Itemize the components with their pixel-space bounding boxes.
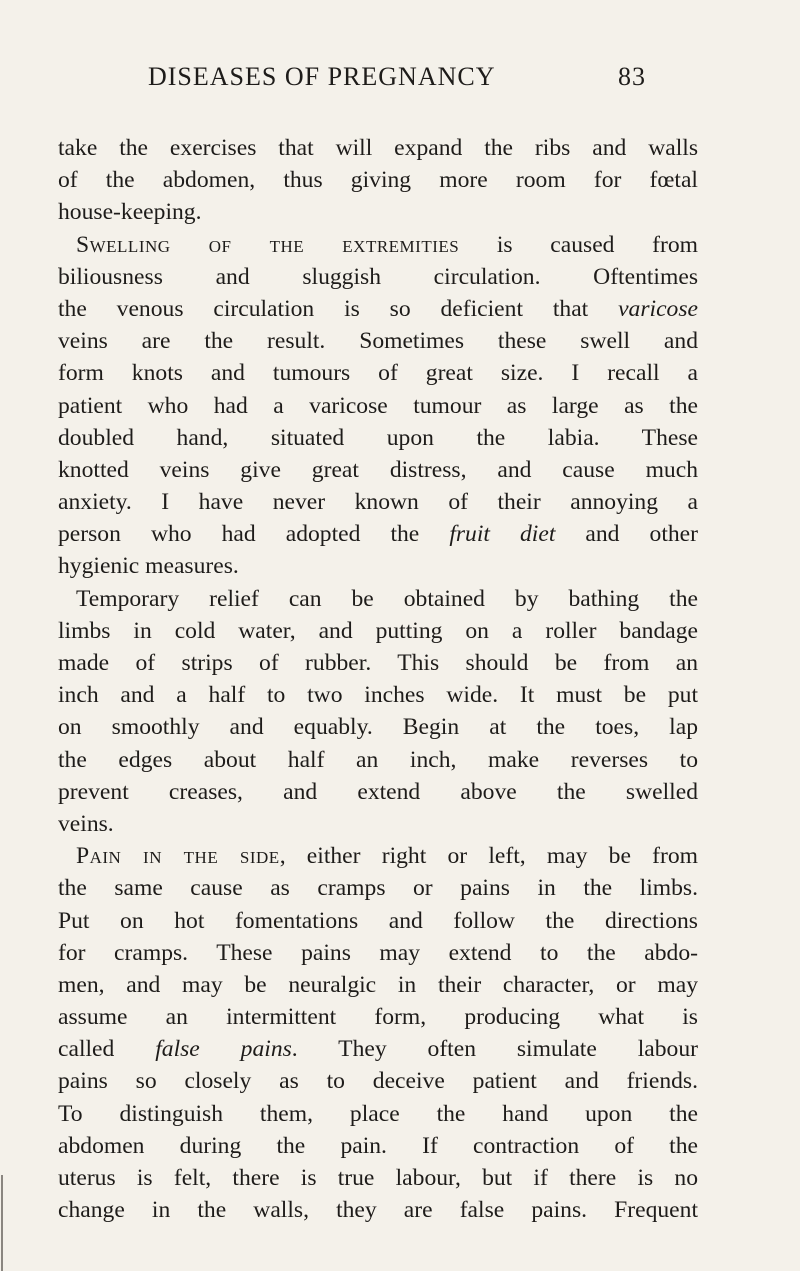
text-line: of the abdomen, thus giving more room for fœtal bbox=[58, 167, 698, 194]
text-line: biliousness and sluggish circulation. Oftentimes bbox=[58, 263, 698, 290]
text-line: abdomen during the pain. If contraction of the bbox=[58, 1132, 698, 1159]
text-line: pains so closely as to deceive patient and friends. bbox=[58, 1068, 698, 1095]
text-line: knotted veins give great distress, and cause much bbox=[58, 456, 698, 483]
text-run: . They often simulate labour bbox=[291, 1036, 698, 1063]
text-line: Temporary relief can be obtained by bathing the bbox=[76, 585, 698, 612]
text-line: anxiety. I have never known of their annoying a bbox=[58, 489, 698, 516]
text-line: take the exercises that will expand the ribs and walls bbox=[58, 135, 698, 161]
text-line: on smoothly and equably. Begin at the toes, lap bbox=[58, 714, 698, 741]
text-line bbox=[58, 840, 698, 872]
running-head-title: DISEASES OF PREGNANCY bbox=[148, 62, 496, 91]
text-line: Put on hot fomentations and follow the directions bbox=[58, 907, 698, 934]
text-line: house-keeping. bbox=[58, 199, 202, 226]
text-line: made of strips of rubber. This should be from an bbox=[58, 650, 698, 676]
text-line: veins are the result. Sometimes these swell and bbox=[58, 328, 698, 355]
text-run: person who had adopted the bbox=[58, 521, 450, 548]
page-number: 83 bbox=[618, 62, 646, 91]
text-line: the edges about half an inch, make reverses to bbox=[58, 746, 698, 773]
text-run: and other bbox=[555, 521, 698, 548]
text-line: inch and a half to two inches wide. It must be put bbox=[58, 682, 698, 709]
text-line: form knots and tumours of great size. I recall a bbox=[58, 360, 698, 387]
running-head bbox=[148, 62, 668, 92]
text-run: called bbox=[58, 1036, 156, 1063]
text-line bbox=[58, 518, 698, 550]
text-line: To distinguish them, place the hand upon the bbox=[58, 1100, 698, 1127]
text-line: doubled hand, situated upon the labia. These bbox=[58, 424, 698, 451]
text-line: the same cause as cramps or pains in the limbs. bbox=[58, 875, 698, 902]
section-lead-in: Swelling of the extremities bbox=[76, 231, 460, 258]
text-line: patient who had a varicose tumour as large as the bbox=[58, 392, 698, 419]
italic-term: false pains bbox=[155, 1036, 292, 1063]
text-line: veins. bbox=[58, 810, 114, 837]
text-line: men, and may be neuralgic in their character, or may bbox=[58, 971, 698, 998]
text-line: hygienic measures. bbox=[58, 553, 239, 580]
text-line bbox=[58, 229, 698, 261]
text-run: is caused from bbox=[459, 231, 698, 258]
text-line: for cramps. These pains may extend to the abdo- bbox=[58, 939, 698, 966]
text-line: prevent creases, and extend above the swelled bbox=[58, 778, 698, 805]
text-line bbox=[58, 1033, 698, 1065]
text-line: limbs in cold water, and putting on a roller bandage bbox=[58, 617, 698, 644]
text-line: uterus is felt, there is true labour, but if there is no bbox=[58, 1165, 698, 1191]
text-line: change in the walls, they are false pains. Frequent bbox=[58, 1197, 698, 1224]
page-edge-mark bbox=[1, 1175, 3, 1271]
body-text bbox=[58, 132, 698, 1226]
section-lead-in: Pain in the side bbox=[76, 843, 280, 870]
text-line: assume an intermittent form, producing what is bbox=[58, 1004, 698, 1031]
italic-term: varicose bbox=[618, 295, 698, 322]
text-line bbox=[58, 293, 698, 325]
text-run: the venous circulation is so deficient that bbox=[58, 295, 619, 322]
italic-term: fruit diet bbox=[449, 521, 556, 548]
text-run: , either right or left, may be from bbox=[279, 843, 699, 870]
